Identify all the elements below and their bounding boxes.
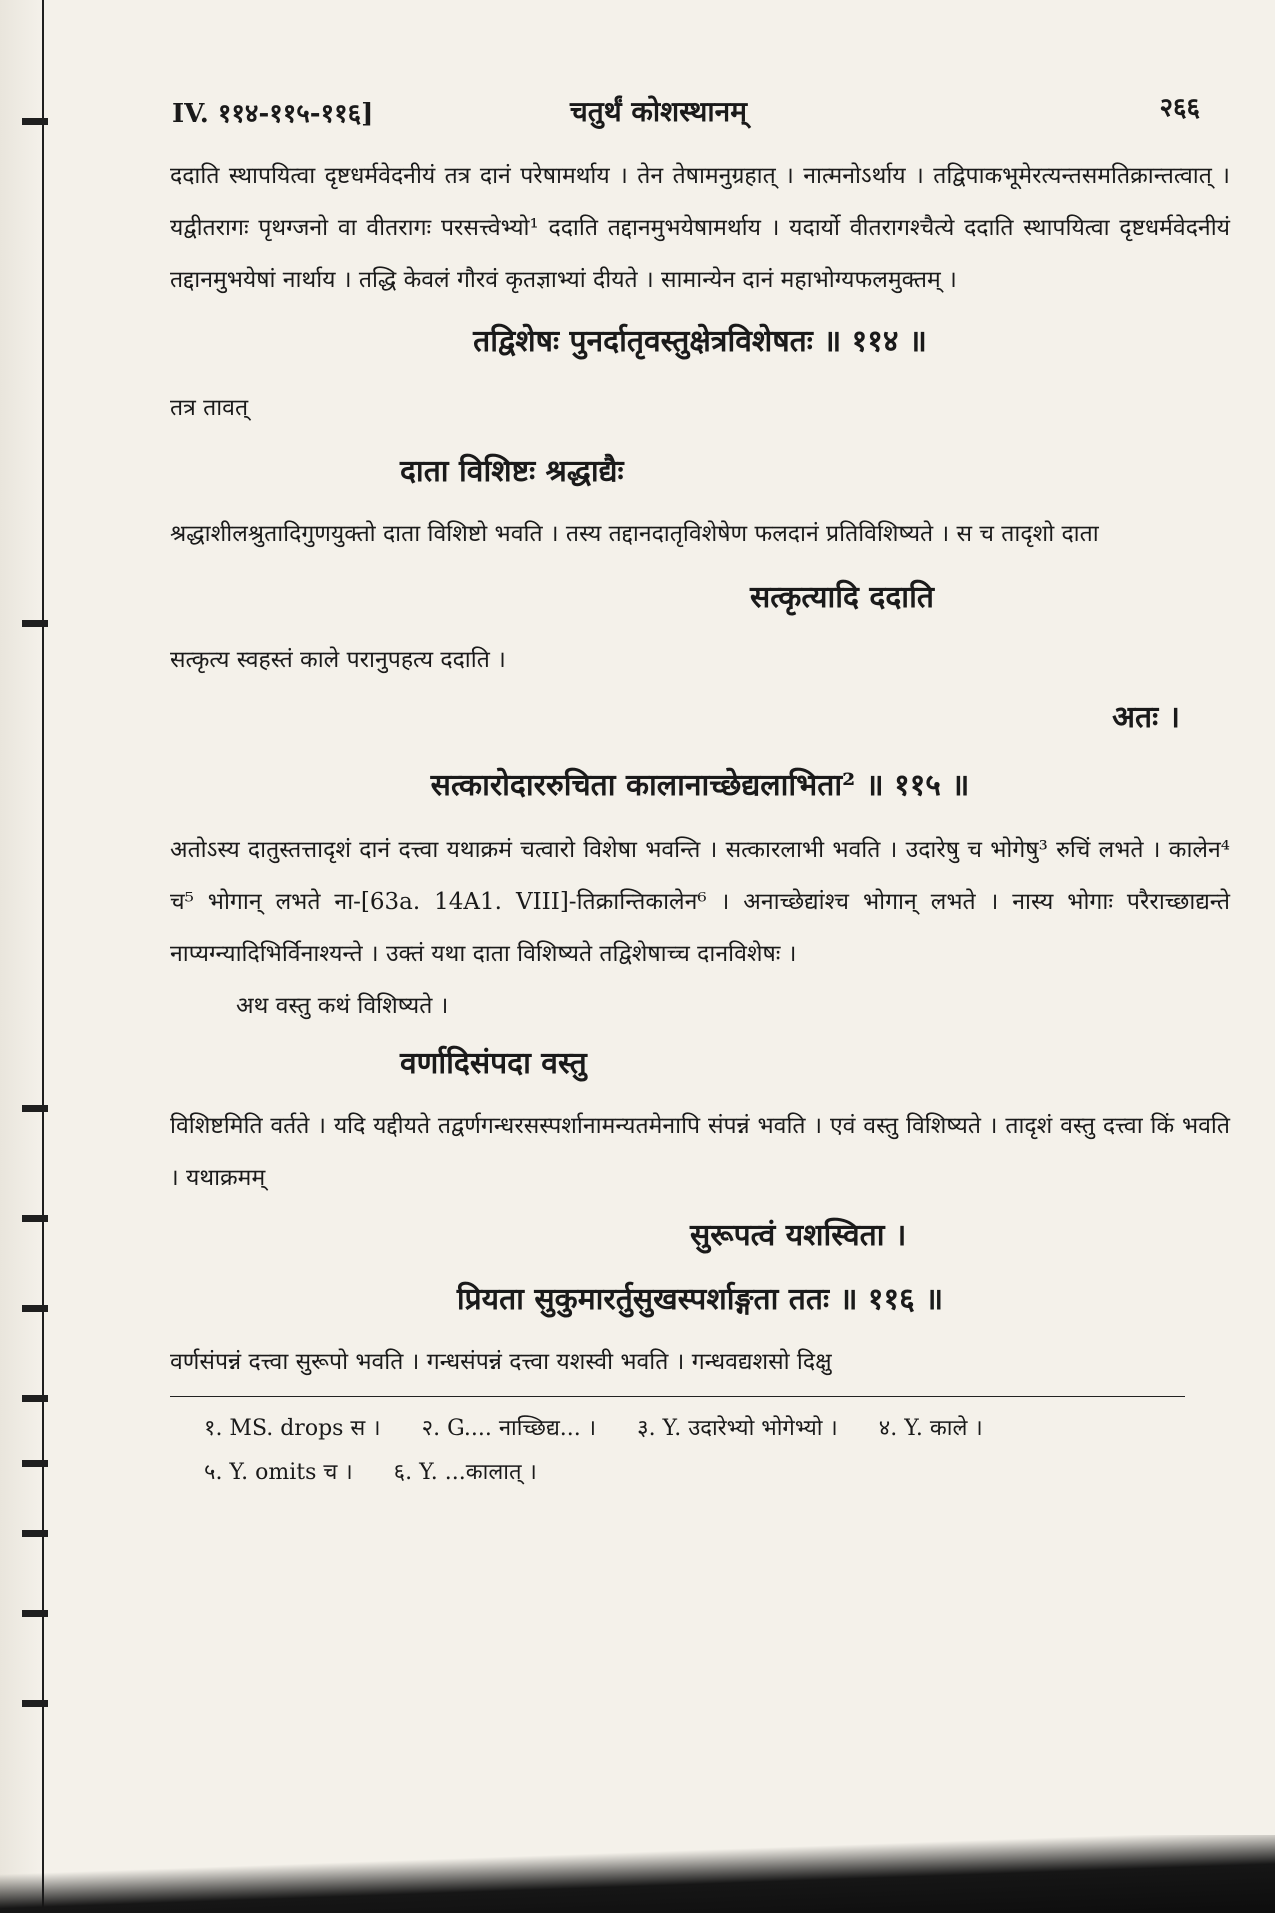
- edge-mark: [22, 1700, 48, 1707]
- footnote: १. MS. drops स ।: [204, 1416, 381, 1441]
- paragraph: श्रद्धाशीलश्रुतादिगुणयुक्तो दाता विशिष्टो भवति । तस्य तद्दानदातृविशेषेण फलदानं प्रतिविशिष्यते । स च तादृशो दाता: [170, 521, 1099, 547]
- karika-115: सत्कारोदाररुचिता कालानाच्छेद्यलाभिता² ॥ ११५ ॥: [430, 768, 970, 803]
- scan-shadow: [0, 1835, 1275, 1913]
- page-number: २६६: [1159, 93, 1200, 123]
- page-content: [170, 88, 1230, 1495]
- paragraph: सत्कृत्य स्वहस्तं काले परानुपहत्य ददाति ।: [170, 647, 506, 673]
- footnote: ५. Y. omits च ।: [204, 1460, 353, 1485]
- edge-mark: [22, 118, 48, 125]
- page-binding-edge: [0, 0, 44, 1913]
- footnotes: [170, 1407, 1230, 1495]
- footnote: २. G.... नाच्छिद्य... ।: [421, 1416, 597, 1441]
- paragraph: ददाति स्थापयित्वा दृष्टधर्मवेदनीयं तत्र दानं परेषामर्थाय । तेन तेषामनुग्रहात् । नात्मनोऽर्थाय । तद्विपाकभूमेरत्यन्तसमतिक्रान्तत्वात् । यद्वीतरागः पृथग्जनो वा वीतरागः परसत्त्वेभ्यो¹ ददाति तद्दानमुभयेषामर्थाय । यदार्यो वीतरागश्चैत्ये ददाति स्थापयित्वा दृष्टधर्मवेदनीयं तद्दानमुभयेषां नार्थाय । तद्धि केवलं गौरवं कृतज्ञाभ्यां दीयते । सामान्येन दानं महाभोग्यफलमुक्तम् ।: [170, 163, 1230, 293]
- chapter-title: चतुर्थं कोशस्थानम्: [570, 95, 747, 128]
- paragraph: विशिष्टमिति वर्तते । यदि यद्दीयते तद्वर्णगन्धरसस्पर्शानामन्यतमेनापि संपन्नं भवति । एवं वस्तु विशिष्यते । तादृशं वस्तु दत्त्वा किं भवति । यथाक्रमम्: [170, 1113, 1230, 1191]
- paragraph: अतोऽस्य दातुस्तत्तादृशं दानं दत्त्वा यथाक्रमं चत्वारो विशेषा भवन्ति । सत्कारलाभी भवति । उदारेषु च भोगेषु³ रुचिं लभते । कालेन⁴ च⁵ भोगान् लभते ना-[63a. 14A1. VIII]-तिक्रान्तिकालेन⁶ । अनाच्छेद्यांश्च भोगान् लभते । नास्य भोगाः परैराच्छाद्यन्ते नाप्यग्न्यादिभिर्विनाश्यन्ते । उक्तं यथा दाता विशिष्यते तद्विशेषाच्च दानविशेषः ।: [170, 837, 1230, 967]
- running-header: [170, 88, 1230, 132]
- edge-mark: [22, 1215, 48, 1222]
- edge-mark: [22, 1105, 48, 1112]
- edge-mark: [22, 1460, 48, 1467]
- section-reference: IV. ११४-११५-११६]: [172, 99, 374, 129]
- footnote-divider: [170, 1396, 1185, 1397]
- paragraph: वर्णसंपन्नं दत्त्वा सुरूपो भवति । गन्धसंपन्नं दत्त्वा यशस्वी भवति । गन्धवद्यशसो दिक्षु: [170, 1349, 832, 1375]
- edge-mark: [22, 1530, 48, 1537]
- paragraph: तत्र तावत्: [170, 395, 249, 421]
- verse-line: सत्कृत्यादि ददाति: [750, 580, 934, 615]
- footnote-line: [204, 1451, 1230, 1495]
- verse-line: सुरूपत्वं यशस्विता ।: [690, 1218, 907, 1253]
- karika-116: प्रियता सुकुमारर्तुसुखस्पर्शाङ्गता ततः ॥ ११६ ॥: [456, 1282, 944, 1317]
- karika-114: तद्विशेषः पुनर्दातृवस्तुक्षेत्रविशेषतः ॥ ११४ ॥: [473, 324, 927, 359]
- verse-line: वर्णादिसंपदा वस्तु: [400, 1046, 587, 1081]
- edge-mark: [22, 1395, 48, 1402]
- footnote: ३. Y. उदारेभ्यो भोगेभ्यो ।: [637, 1416, 838, 1441]
- footnote-line: [204, 1407, 1230, 1451]
- verse-line: दाता विशिष्टः श्रद्धाद्यैः: [400, 454, 624, 489]
- paragraph: अथ वस्तु कथं विशिष्यते ।: [236, 993, 449, 1019]
- edge-mark: [22, 1305, 48, 1312]
- edge-mark: [22, 620, 48, 627]
- verse-line: अतः ।: [1112, 700, 1180, 735]
- edge-mark: [22, 1610, 48, 1617]
- footnote: ४. Y. काले ।: [878, 1416, 983, 1441]
- footnote: ६. Y. ...कालात् ।: [393, 1460, 537, 1485]
